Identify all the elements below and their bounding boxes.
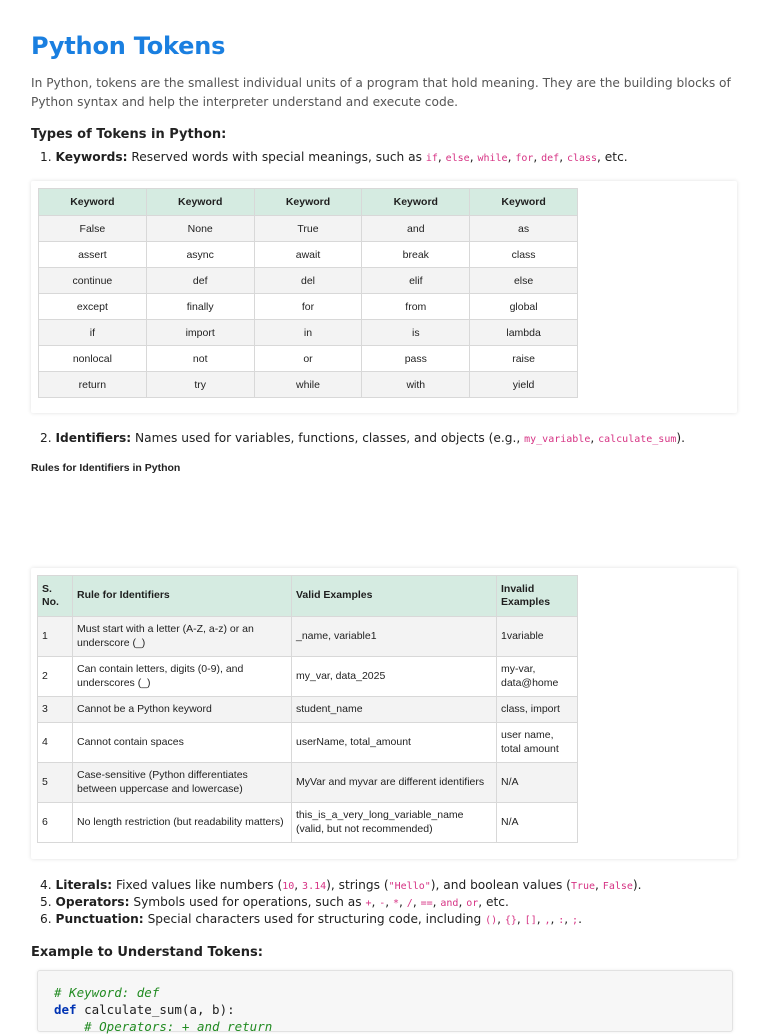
item-text: Reserved words with special meanings, such as: [131, 150, 426, 164]
table-cell: N/A: [497, 803, 578, 843]
inline-code: :: [558, 915, 565, 926]
item-label: Keywords:: [55, 150, 128, 164]
table-cell: def: [146, 268, 254, 294]
inline-code: and: [440, 898, 459, 909]
item-number: 1.: [40, 150, 52, 164]
inline-code: calculate_sum: [598, 434, 677, 445]
rules-heading: Rules for Identifiers in Python: [31, 462, 181, 474]
table-cell: is: [362, 320, 470, 346]
rules-table: [37, 575, 578, 843]
column-header: Keyword: [146, 189, 254, 216]
table-cell: or: [254, 346, 362, 372]
inline-code: ==: [420, 898, 433, 909]
table-cell: assert: [39, 242, 147, 268]
table-row: [38, 803, 578, 843]
column-header: Keyword: [362, 189, 470, 216]
item-text: Names used for variables, functions, classes, and objects (e.g.,: [135, 431, 525, 445]
page-title: Python Tokens: [31, 32, 226, 60]
table-cell: from: [362, 294, 470, 320]
table-cell: for: [254, 294, 362, 320]
table-cell: 3: [38, 697, 73, 723]
table-cell: in: [254, 320, 362, 346]
code-keyword: def: [54, 1002, 77, 1017]
column-header: Keyword: [254, 189, 362, 216]
table-cell: and: [362, 216, 470, 242]
table-cell: await: [254, 242, 362, 268]
column-header: Valid Examples: [292, 576, 497, 617]
keyword-table: [38, 188, 578, 398]
table-cell: try: [146, 372, 254, 398]
inline-code: or: [466, 898, 479, 909]
inline-code: my_variable: [524, 434, 591, 445]
inline-code: else: [445, 153, 470, 164]
table-cell: this_is_a_very_long_variable_name (valid, but not recommended): [292, 803, 497, 843]
item-text: Symbols used for operations, such as: [133, 895, 366, 909]
code-line: [54, 1002, 235, 1017]
item-text: ), and boolean values (: [430, 878, 571, 892]
table-cell: elif: [362, 268, 470, 294]
inline-code: True: [570, 881, 596, 892]
intro-paragraph: In Python, tokens are the smallest individual units of a program that hold meaning. They are the building blocks of Python syntax and help the interpreter understand and execute code.: [31, 76, 731, 109]
code-comment: # Operators: + and return: [54, 1019, 273, 1034]
table-cell: N/A: [497, 763, 578, 803]
inline-code: *: [393, 898, 400, 909]
table-cell: Must start with a letter (A-Z, a-z) or an underscore (_): [73, 617, 292, 657]
item-label: Identifiers:: [55, 431, 132, 445]
code-text: calculate_sum(a, b):: [76, 1002, 235, 1017]
table-row: [39, 268, 578, 294]
table-cell: True: [254, 216, 362, 242]
code-comment: # Keyword: def: [54, 985, 160, 1000]
table-cell: No length restriction (but readability matters): [73, 803, 292, 843]
table-cell: False: [39, 216, 147, 242]
example-heading: Example to Understand Tokens:: [31, 945, 263, 960]
table-row: [38, 617, 578, 657]
inline-code: /: [406, 898, 413, 909]
table-cell: 1variable: [497, 617, 578, 657]
table-cell: Can contain letters, digits (0-9), and underscores (_): [73, 657, 292, 697]
table-cell: finally: [146, 294, 254, 320]
table-cell: raise: [470, 346, 578, 372]
table-row: [39, 216, 578, 242]
item-tail: ).: [632, 878, 642, 892]
table-cell: not: [146, 346, 254, 372]
inline-code: {}: [504, 915, 517, 926]
table-cell: 5: [38, 763, 73, 803]
inline-code: while: [477, 153, 508, 164]
table-row: [39, 242, 578, 268]
types-heading: Types of Tokens in Python:: [31, 127, 227, 142]
table-row: [39, 346, 578, 372]
table-cell: else: [470, 268, 578, 294]
table-cell: lambda: [470, 320, 578, 346]
table-cell: userName, total_amount: [292, 723, 497, 763]
table-row: [38, 697, 578, 723]
table-cell: student_name: [292, 697, 497, 723]
table-header-row: [39, 189, 578, 216]
list-item-punctuation: 6. Punctuation: Special characters used for structuring code, including (), {}, [], ,, :, ;.: [40, 912, 582, 926]
table-cell: return: [39, 372, 147, 398]
table-cell: with: [362, 372, 470, 398]
table-row: [38, 723, 578, 763]
list-item-identifiers: 2. Identifiers: Names used for variables, functions, classes, and objects (e.g., my_variable, calculate_sum).: [40, 431, 686, 445]
table-cell: user name, total amount: [497, 723, 578, 763]
code-block: [37, 970, 733, 1032]
item-tail: , etc.: [597, 150, 628, 164]
item-text: Special characters used for structuring code, including: [147, 912, 486, 926]
item-number: 5.: [40, 895, 52, 909]
table-cell: 1: [38, 617, 73, 657]
inline-code: class: [566, 153, 598, 164]
list-item-operators: 5. Operators: Symbols used for operations, such as +, -, *, /, ==, and, or, etc.: [40, 895, 509, 909]
table-cell: MyVar and myvar are different identifiers: [292, 763, 497, 803]
table-cell: import: [146, 320, 254, 346]
column-header: Invalid Examples: [497, 576, 578, 617]
inline-code: 10: [282, 881, 295, 892]
item-text: ), strings (: [326, 878, 389, 892]
column-header: S. No.: [38, 576, 73, 617]
item-text: Fixed values like numbers (: [115, 878, 283, 892]
table-cell: my-var, data@home: [497, 657, 578, 697]
table-cell: while: [254, 372, 362, 398]
item-tail: , etc.: [478, 895, 509, 909]
table-cell: del: [254, 268, 362, 294]
column-header: Keyword: [470, 189, 578, 216]
table-cell: class, import: [497, 697, 578, 723]
table-row: [38, 763, 578, 803]
table-cell: yield: [470, 372, 578, 398]
item-label: Operators:: [55, 895, 130, 909]
table-cell: as: [470, 216, 578, 242]
inline-code: for: [515, 153, 534, 164]
inline-code: []: [524, 915, 537, 926]
table-cell: if: [39, 320, 147, 346]
list-item-literals: 4. Literals: Fixed values like numbers (10, 3.14), strings ("Hello"), and boolean values (True, False).: [40, 878, 642, 892]
table-cell: nonlocal: [39, 346, 147, 372]
table-cell: global: [470, 294, 578, 320]
table-cell: None: [146, 216, 254, 242]
item-label: Literals:: [55, 878, 113, 892]
table-cell: 2: [38, 657, 73, 697]
table-row: [38, 657, 578, 697]
item-label: Punctuation:: [55, 912, 144, 926]
table-header-row: [38, 576, 578, 617]
table-cell: async: [146, 242, 254, 268]
table-cell: 4: [38, 723, 73, 763]
table-cell: class: [470, 242, 578, 268]
inline-code: -: [379, 898, 386, 909]
list-item-keywords: 1. Keywords: Reserved words with special meanings, such as if, else, while, for, def, class, etc.: [40, 150, 628, 164]
item-number: 2.: [40, 431, 52, 445]
inline-code: 3.14: [302, 881, 327, 892]
table-cell: break: [362, 242, 470, 268]
inline-code: +: [365, 898, 372, 909]
inline-code: ;: [572, 915, 579, 926]
inline-code: def: [541, 153, 560, 164]
item-tail: ).: [676, 431, 686, 445]
item-number: 4.: [40, 878, 52, 892]
item-number: 6.: [40, 912, 52, 926]
inline-code: if: [425, 153, 438, 164]
inline-code: (): [485, 915, 498, 926]
item-tail: .: [578, 912, 582, 926]
column-header: Rule for Identifiers: [73, 576, 292, 617]
table-cell: pass: [362, 346, 470, 372]
table-row: [39, 294, 578, 320]
table-row: [39, 372, 578, 398]
table-cell: my_var, data_2025: [292, 657, 497, 697]
column-header: Keyword: [39, 189, 147, 216]
inline-code: False: [602, 881, 633, 892]
table-cell: Case-sensitive (Python differentiates between uppercase and lowercase): [73, 763, 292, 803]
inline-code: ,: [544, 915, 551, 926]
table-row: [39, 320, 578, 346]
table-cell: _name, variable1: [292, 617, 497, 657]
inline-code: "Hello": [388, 881, 431, 892]
table-cell: Cannot contain spaces: [73, 723, 292, 763]
table-cell: continue: [39, 268, 147, 294]
table-cell: 6: [38, 803, 73, 843]
table-cell: Cannot be a Python keyword: [73, 697, 292, 723]
table-cell: except: [39, 294, 147, 320]
